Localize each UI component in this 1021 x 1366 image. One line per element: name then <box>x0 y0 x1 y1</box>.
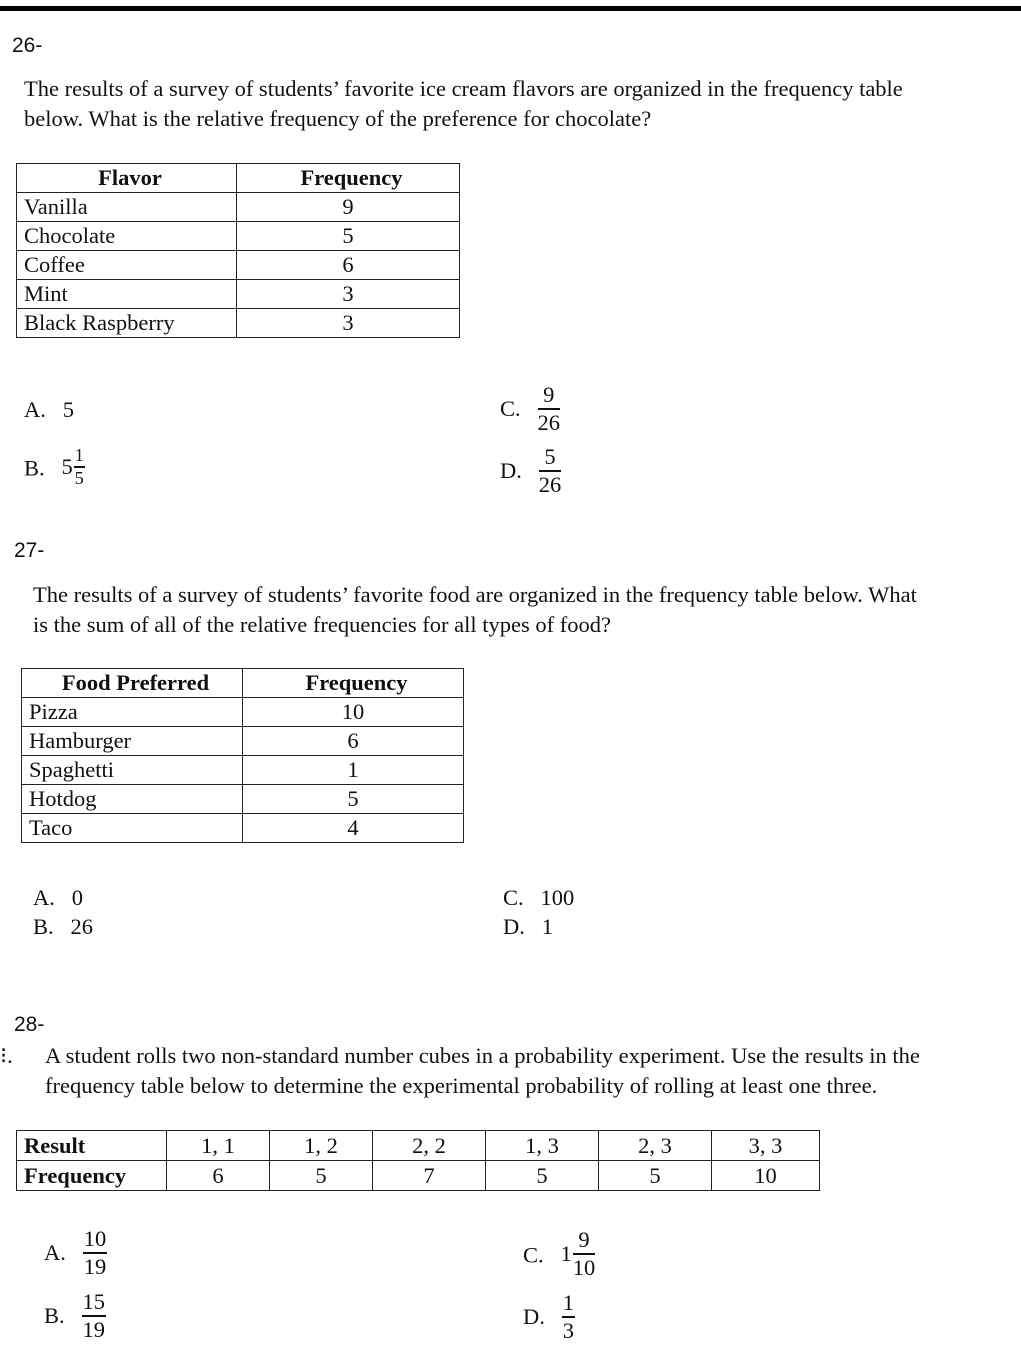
mixed-number <box>62 446 85 488</box>
option-letter: C. <box>500 395 521 421</box>
top-border <box>0 6 1021 11</box>
table-header-food: Food Preferred <box>22 669 243 698</box>
table-cell-frequency: 9 <box>237 193 460 222</box>
option-letter: D. <box>500 457 522 483</box>
fraction <box>539 445 562 497</box>
fraction <box>562 1291 575 1343</box>
option-26-c[interactable] <box>500 383 560 435</box>
table-cell-frequency: 5 <box>237 222 460 251</box>
option-letter: B. <box>24 455 45 481</box>
fraction-denominator: 5 <box>74 467 84 488</box>
option-value: 0 <box>71 885 83 910</box>
fraction <box>82 1290 107 1342</box>
table-cell-frequency: 1 <box>243 756 464 785</box>
option-letter: D. <box>503 914 525 939</box>
fraction-numerator: 1 <box>562 1290 574 1315</box>
option-28-a[interactable] <box>44 1227 107 1279</box>
fraction-numerator: 9 <box>578 1227 590 1252</box>
fraction-denominator: 10 <box>572 1254 596 1280</box>
option-28-b[interactable] <box>44 1290 106 1342</box>
mixed-number <box>561 1228 596 1280</box>
fraction-numerator: 1 <box>74 445 84 465</box>
result-cell: 1, 2 <box>270 1131 373 1161</box>
table-cell-frequency: 6 <box>243 727 464 756</box>
option-letter: C. <box>503 885 524 910</box>
question-27-stem-line1: The results of a survey of students’ favorite food are organized in the frequency table below. What <box>33 582 917 607</box>
option-26-b[interactable] <box>24 446 85 488</box>
mixed-whole: 1 <box>560 1240 572 1266</box>
table-cell-flavor: Black Raspberry <box>17 309 237 338</box>
mixed-whole: 5 <box>61 453 73 479</box>
table-header-frequency: Frequency <box>243 669 464 698</box>
question-number-27: 27- <box>14 539 45 562</box>
table-cell-flavor: Mint <box>17 280 237 309</box>
option-letter: D. <box>523 1303 545 1329</box>
table-cell-frequency: 5 <box>243 785 464 814</box>
row-header-frequency: Frequency <box>17 1161 167 1191</box>
option-27-b[interactable] <box>33 913 93 941</box>
fraction-denominator: 3 <box>562 1317 574 1343</box>
fraction-numerator: 10 <box>83 1226 107 1251</box>
table-cell-flavor: Vanilla <box>17 193 237 222</box>
frequency-cell: 7 <box>373 1161 486 1191</box>
option-letter: A. <box>33 885 55 910</box>
table-cell-frequency: 3 <box>237 309 460 338</box>
table-row <box>17 193 460 222</box>
table-cell-frequency: 10 <box>243 698 464 727</box>
table-header-row <box>22 669 464 698</box>
option-letter: B. <box>33 914 54 939</box>
table-row-frequency <box>17 1161 820 1191</box>
fraction <box>573 1228 596 1280</box>
question-26-stem-line2: below. What is the relative frequency of the preference for chocolate? <box>24 106 652 131</box>
question-27-stem <box>33 580 1013 640</box>
question-27-stem-line2: is the sum of all of the relative frequencies for all types of food? <box>33 612 611 637</box>
fraction-numerator: 5 <box>544 444 556 469</box>
table-cell-food: Spaghetti <box>22 756 243 785</box>
table-cell-food: Pizza <box>22 698 243 727</box>
table-cell-food: Hamburger <box>22 727 243 756</box>
table-cell-food: Hotdog <box>22 785 243 814</box>
fraction-denominator: 26 <box>538 471 562 497</box>
table-row <box>22 727 464 756</box>
question-26-stem-line1: The results of a survey of students’ favorite ice cream flavors are organized in the frequency table <box>24 76 903 101</box>
table-header-row <box>17 164 460 193</box>
result-cell: 2, 3 <box>599 1131 712 1161</box>
option-letter: C. <box>523 1242 544 1268</box>
question-28-stem-line2: frequency table below to determine the experimental probability of rolling at least one three. <box>45 1073 878 1098</box>
table-cell-frequency: 3 <box>237 280 460 309</box>
option-value: 100 <box>540 885 575 910</box>
option-27-a[interactable] <box>33 884 83 912</box>
table-row <box>22 814 464 843</box>
result-cell: 2, 2 <box>373 1131 486 1161</box>
frequency-cell: 6 <box>167 1161 270 1191</box>
frequency-cell: 5 <box>599 1161 712 1191</box>
option-letter: B. <box>44 1302 65 1328</box>
table-row-result <box>17 1131 820 1161</box>
table-cell-flavor: Chocolate <box>17 222 237 251</box>
option-value: 5 <box>62 397 74 422</box>
frequency-cell: 5 <box>270 1161 373 1191</box>
table-cell-flavor: Coffee <box>17 251 237 280</box>
table-row <box>17 222 460 251</box>
option-letter: A. <box>24 397 46 422</box>
table-row <box>17 280 460 309</box>
row-header-result: Result <box>17 1131 167 1161</box>
option-28-c[interactable] <box>523 1228 595 1280</box>
dice-results-table <box>16 1130 820 1191</box>
flavor-frequency-table <box>16 163 460 338</box>
fraction <box>538 383 561 435</box>
question-28-stem <box>45 1041 1020 1101</box>
question-26-stem <box>24 74 1014 134</box>
table-row <box>22 785 464 814</box>
question-number-26: 26- <box>12 34 43 57</box>
table-cell-frequency: 4 <box>243 814 464 843</box>
option-value: 1 <box>541 914 553 939</box>
question-28-stem-line1: A student rolls two non-standard number cubes in a probability experiment. Use the results in the <box>45 1043 920 1068</box>
result-cell: 1, 1 <box>167 1131 270 1161</box>
food-frequency-table <box>21 668 464 843</box>
fraction-numerator: 15 <box>82 1289 106 1314</box>
table-cell-food: Taco <box>22 814 243 843</box>
fraction-numerator: 9 <box>543 382 555 407</box>
result-cell: 1, 3 <box>486 1131 599 1161</box>
table-row <box>22 698 464 727</box>
fraction-denominator: 19 <box>82 1316 106 1342</box>
result-cell: 3, 3 <box>712 1131 820 1161</box>
frequency-cell: 5 <box>486 1161 599 1191</box>
table-header-flavor: Flavor <box>17 164 237 193</box>
question-number-28: 28- <box>14 1013 45 1036</box>
option-28-d[interactable] <box>523 1291 575 1343</box>
option-26-d[interactable] <box>500 445 561 497</box>
fraction <box>74 446 85 488</box>
option-27-c[interactable] <box>503 884 574 912</box>
table-header-frequency: Frequency <box>237 164 460 193</box>
frequency-cell: 10 <box>712 1161 820 1191</box>
fraction <box>83 1227 108 1279</box>
fraction-denominator: 19 <box>83 1253 107 1279</box>
table-row <box>17 251 460 280</box>
option-26-a[interactable] <box>24 396 74 424</box>
fraction-denominator: 26 <box>537 409 561 435</box>
table-cell-frequency: 6 <box>237 251 460 280</box>
table-row <box>22 756 464 785</box>
option-value: 26 <box>70 914 94 939</box>
option-letter: A. <box>44 1239 66 1265</box>
table-row <box>17 309 460 338</box>
option-27-d[interactable] <box>503 913 553 941</box>
list-marker: ⁝. <box>0 1043 13 1068</box>
